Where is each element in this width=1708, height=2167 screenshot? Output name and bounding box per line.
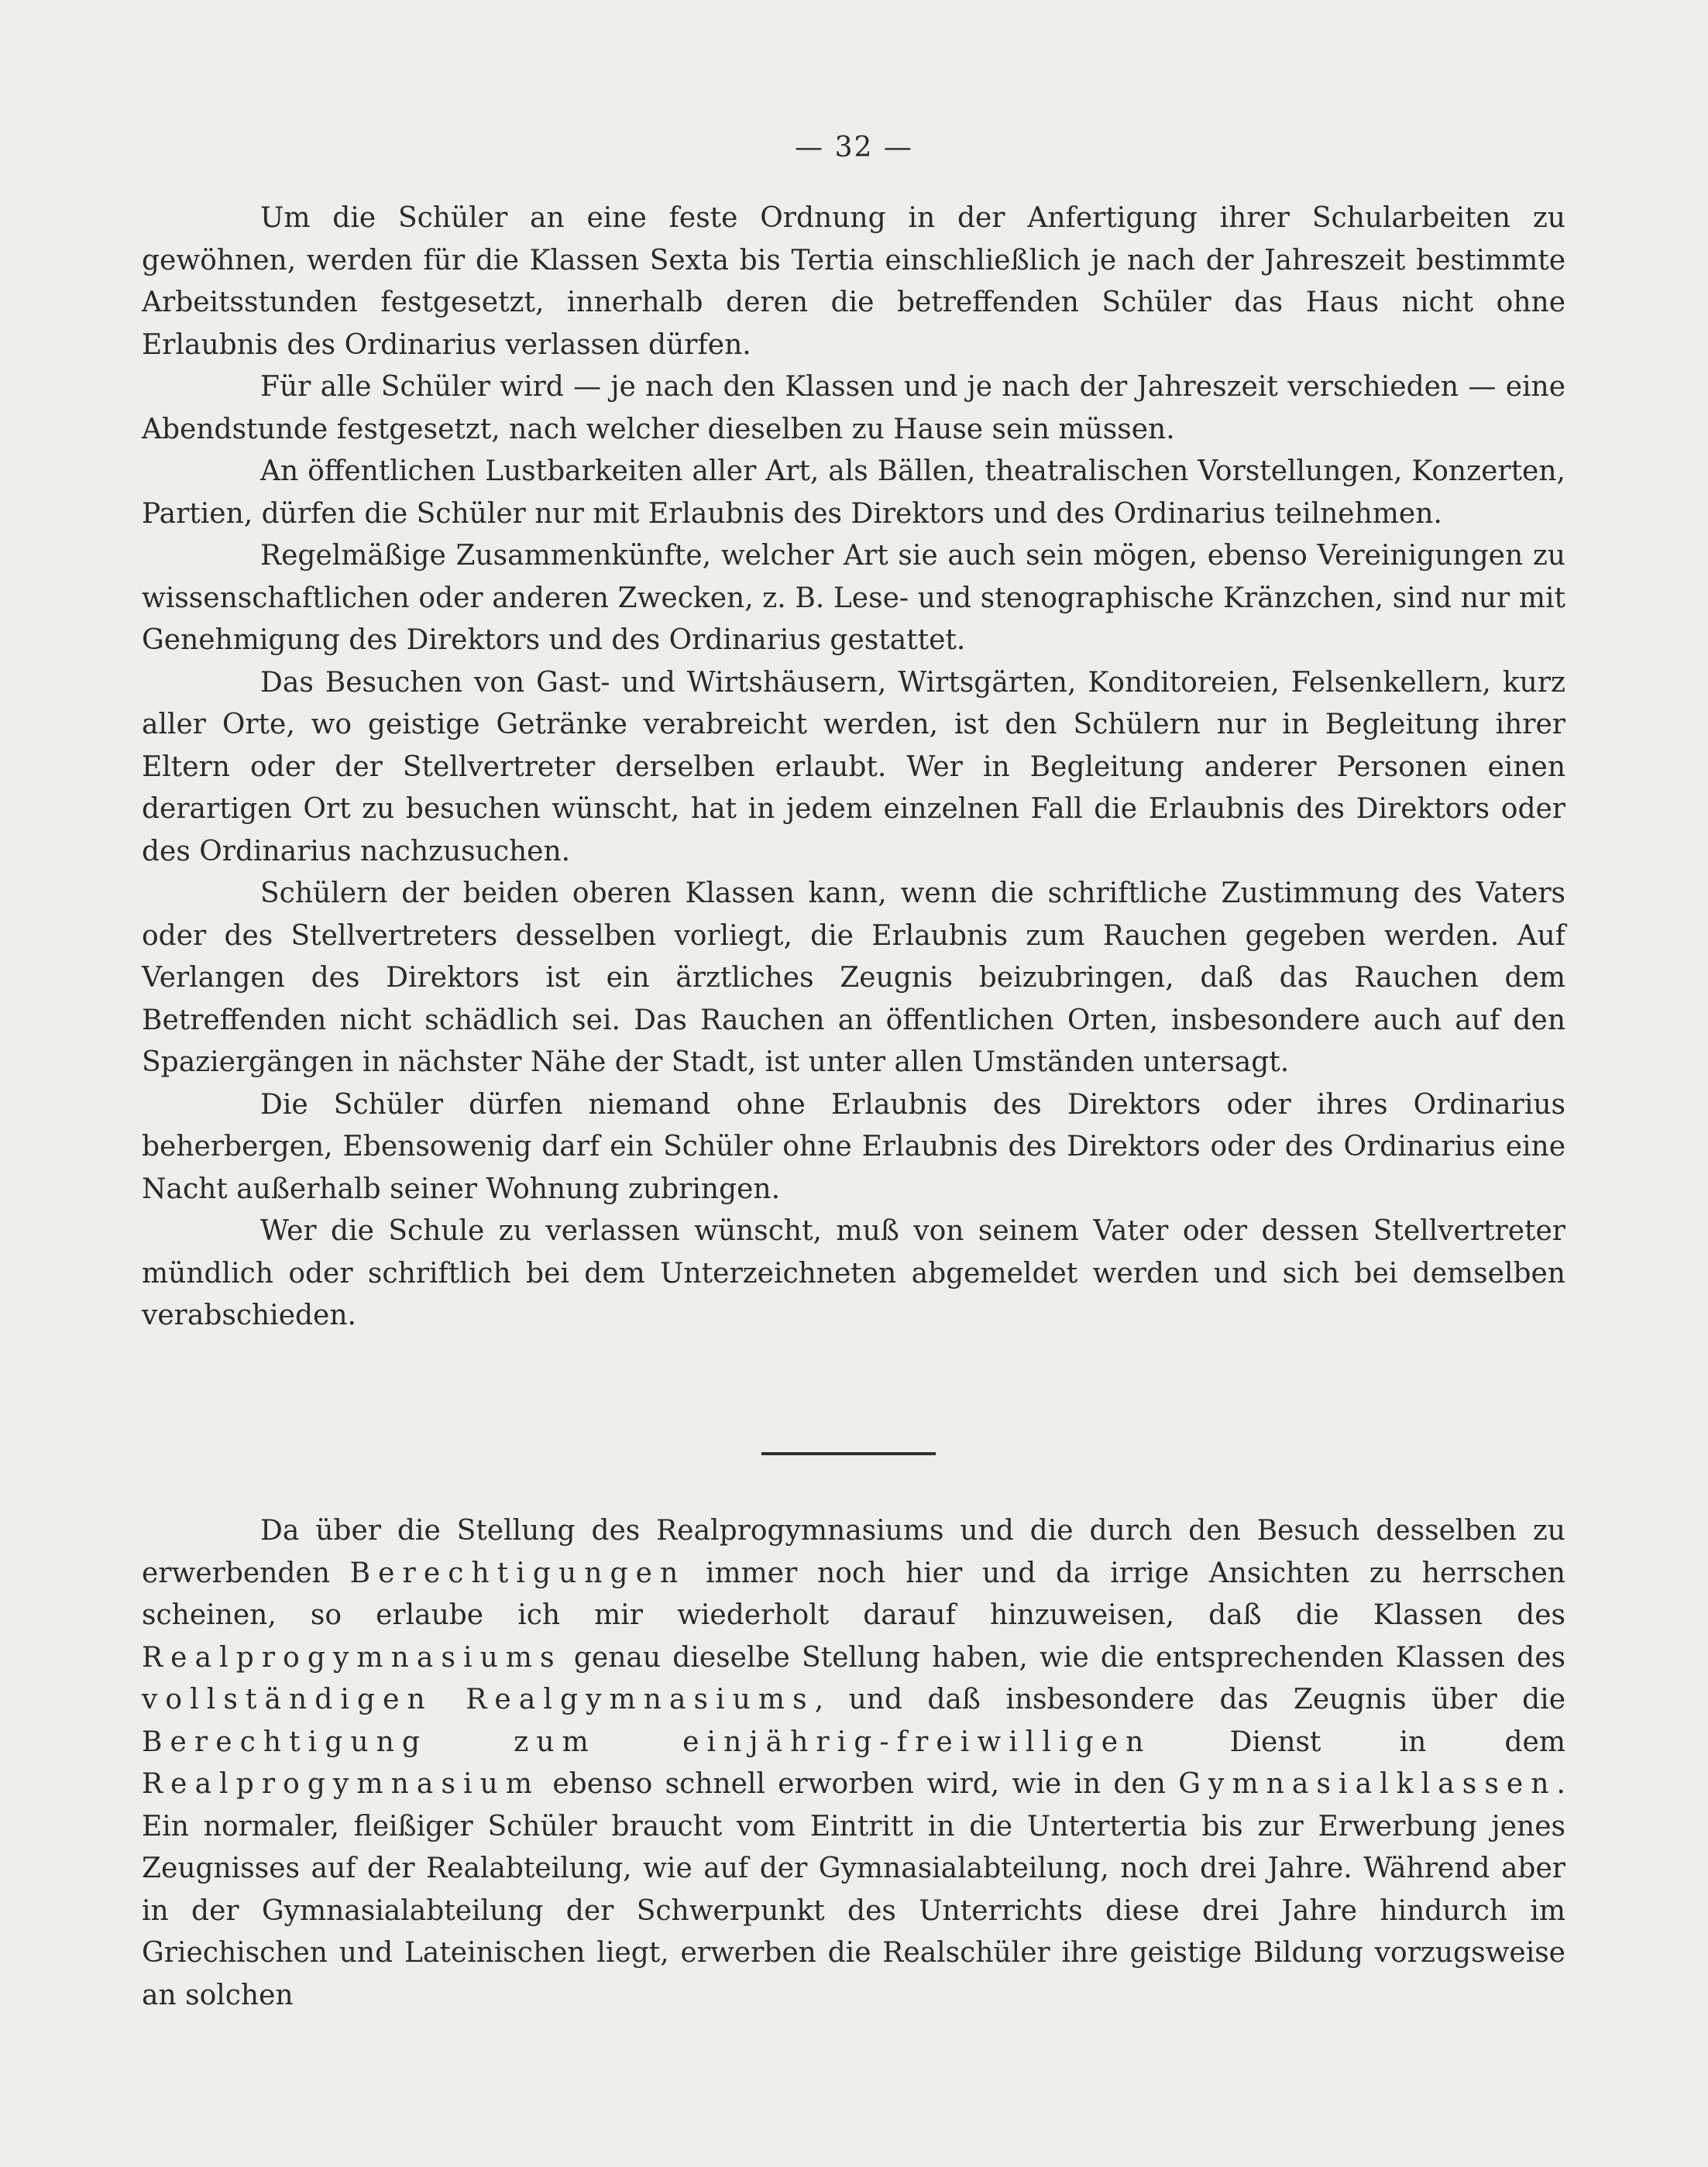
text-run: . Ein normaler, fleißiger Schüler braucht vom Eintritt in die Untertertia bis zur Erwerbung jenes Zeugnisses auf der Realabteilung, wie auf der Gymnasialabteilung, noch drei Jahre. Während aber in der Gymnasialabteilung der Schwerpunkt des Unterrichts diese drei Jahre hindurch im Griechischen und Lateinischen liegt, erwerben die Realschüler ihre geistige Bildung vorzugsweise an solchen [142,1768,1565,2011]
text-run: genau dieselbe Stellung haben, wie die entsprechenden Klassen des [562,1641,1565,1674]
emphasis-gymnasialklassen: Gymnasialklassen [1178,1768,1557,1800]
paragraph-evening-hour: Für alle Schüler wird — je nach den Klassen und je nach der Jahreszeit verschieden — eine Abendstunde festgesetzt, nach welcher dieselben zu Hause sein müssen. [142,371,1565,445]
paragraph-realprogymnasium [142,1510,1565,2017]
text-run: Da über die Stellung des Realprogymnasiums und die durch den Besuch desselben zu erwerbenden [142,1515,1565,1589]
paragraph-taverns: Das Besuchen von Gast- und Wirtshäusern, Wirtsgärten, Konditoreien, Felsenkellern, kurz aller Orte, wo geistige Getränke verabreicht werden, ist den Schülern nur in Begleitung ihrer Eltern oder der Stellvertreter derselben erlaubt. Wer in Begleitung anderer Personen einen derartigen Ort zu besuchen wünscht, hat in jedem einzelnen Fall die Erlaubnis des Direktors oder des Ordinarius nachzusuchen. [142,666,1565,867]
emphasis-realprogymnasium: Realprogymnasium [142,1768,541,1800]
emphasis-vollstaendigen-realgymnasiums: vollständigen Realgymnasiums [142,1684,815,1715]
text-run: , und daß insbesondere das Zeugnis über die [814,1684,1565,1715]
paragraph-public-amusements: An öffentlichen Lustbarkeiten aller Art, als Bällen, theatralischen Vorstellungen, Konzerten, Partien, dürfen die Schüler nur mit Erlaubnis des Direktors und des Ordinarius teilnehmen. [142,455,1565,530]
page-number: — 32 — [795,132,913,163]
paragraph-smoking: Schülern der beiden oberen Klassen kann, wenn die schriftliche Zustimmung des Vaters oder des Stellvertreters desselben vorliegt, die Erlaubnis zum Rauchen gegeben werden. Auf Verlangen des Direktors ist ein ärztliches Zeugnis beizubringen, daß das Rauchen dem Betreffenden nicht schädlich sei. Das Rauchen an öffentlichen Orten, insbesondere auch auf den Spaziergängen in nächster Nähe der Stadt, ist unter allen Umständen untersagt. [142,877,1565,1078]
emphasis-berechtigung-einjaehrig: Berechtigung zum einjährig-freiwilligen [142,1726,1152,1758]
text-run: Dienst in dem [1151,1726,1565,1758]
school-rules-section [142,197,1565,1338]
emphasis-berechtigungen: Berechtigungen [349,1557,686,1589]
paragraph-lodging: Die Schüler dürfen niemand ohne Erlaubnis des Direktors oder ihres Ordinarius beherbergen, Ebensowenig darf ein Schüler ohne Erlaubnis des Direktors oder des Ordinarius eine Nacht außerhalb seiner Wohnung zubringen. [142,1088,1565,1205]
paragraph-work-hours: Um die Schüler an eine feste Ordnung in der Anfertigung ihrer Schularbeiten zu gewöhnen, werden für die Klassen Sexta bis Tertia einschließlich je nach der Jahreszeit bestimmte Arbeitsstunden festgesetzt, innerhalb deren die betreffenden Schüler das Haus nicht ohne Erlaubnis des Ordinarius verlassen dürfen. [142,202,1565,361]
emphasis-realprogymnasiums: Realprogymnasiums [142,1641,562,1674]
text-run: immer noch hier und da irrige Ansichten zu herrschen scheinen, so erlaube ich mir wiederholt darauf hinzuweisen, daß die Klassen des [142,1557,1565,1631]
text-run: ebenso schnell erworben wird, wie in den [540,1768,1179,1800]
paragraph-leaving-school: Wer die Schule zu verlassen wünscht, muß von seinem Vater oder dessen Stellvertreter mündlich oder schriftlich bei dem Unterzeichneten abgemeldet werden und sich bei demselben verabschieden. [142,1215,1565,1331]
section-divider [761,1452,936,1455]
paragraph-meetings: Regelmäßige Zusammenkünfte, welcher Art sie auch sein mögen, ebenso Vereinigungen zu wissenschaftlichen oder anderen Zwecken, z. B. Lese- und stenographische Kränzchen, sind nur mit Genehmigung des Direktors und des Ordinarius gestattet. [142,540,1565,656]
realprogymnasium-section [142,1510,1565,2017]
